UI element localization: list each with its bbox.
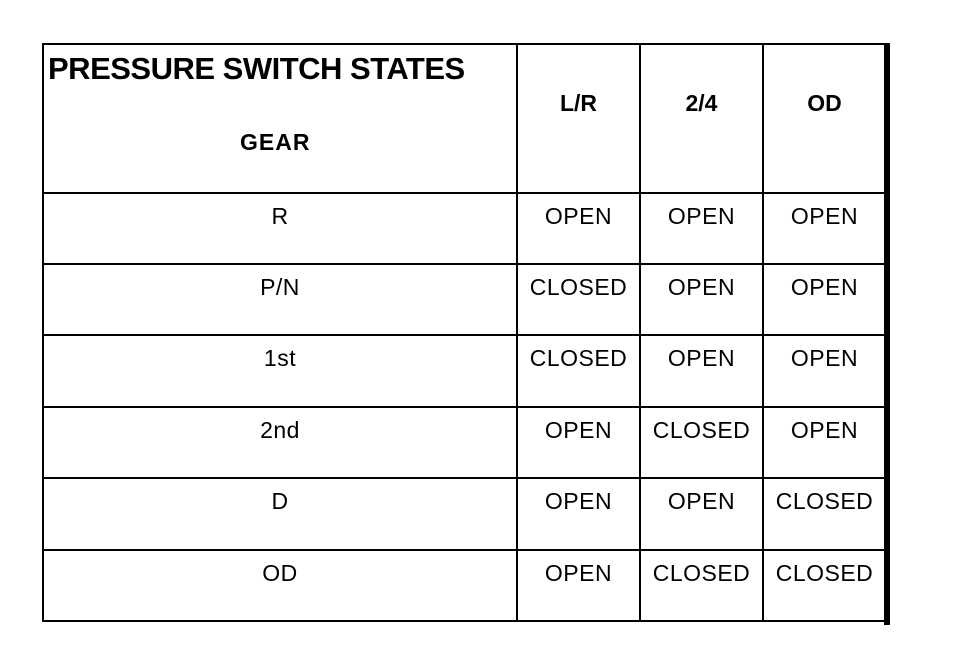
od-state-cell: OPEN <box>763 193 886 264</box>
2-4-state-cell: OPEN <box>640 335 763 406</box>
gear-cell: D <box>43 478 517 549</box>
table-header-row <box>43 44 886 193</box>
od-state-cell: OPEN <box>763 264 886 335</box>
table-row <box>43 478 886 549</box>
column-header-od: OD <box>763 44 886 193</box>
od-state-cell: OPEN <box>763 407 886 478</box>
pressure-switch-table-container <box>42 43 890 623</box>
table-right-border <box>884 43 890 625</box>
gear-cell: 2nd <box>43 407 517 478</box>
lr-state-cell: OPEN <box>517 478 640 549</box>
lr-state-cell: CLOSED <box>517 335 640 406</box>
gear-cell: P/N <box>43 264 517 335</box>
column-header-2-4: 2/4 <box>640 44 763 193</box>
gear-cell: R <box>43 193 517 264</box>
table-row <box>43 550 886 621</box>
gear-column-header: GEAR <box>240 129 311 155</box>
od-state-cell: CLOSED <box>763 478 886 549</box>
gear-cell: OD <box>43 550 517 621</box>
header-title-cell <box>43 44 517 193</box>
lr-state-cell: OPEN <box>517 193 640 264</box>
pressure-switch-table <box>42 43 887 622</box>
2-4-state-cell: OPEN <box>640 193 763 264</box>
column-header-lr: L/R <box>517 44 640 193</box>
table-title: PRESSURE SWITCH STATES <box>48 51 465 86</box>
2-4-state-cell: OPEN <box>640 264 763 335</box>
gear-cell: 1st <box>43 335 517 406</box>
od-state-cell: CLOSED <box>763 550 886 621</box>
table-row <box>43 407 886 478</box>
table-row <box>43 264 886 335</box>
2-4-state-cell: OPEN <box>640 478 763 549</box>
lr-state-cell: OPEN <box>517 407 640 478</box>
lr-state-cell: CLOSED <box>517 264 640 335</box>
od-state-cell: OPEN <box>763 335 886 406</box>
2-4-state-cell: CLOSED <box>640 407 763 478</box>
lr-state-cell: OPEN <box>517 550 640 621</box>
2-4-state-cell: CLOSED <box>640 550 763 621</box>
table-row <box>43 335 886 406</box>
table-row <box>43 193 886 264</box>
